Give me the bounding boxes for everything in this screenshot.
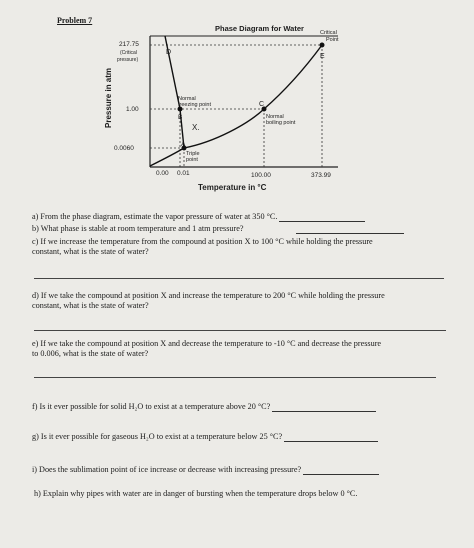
- triple-point-note-1: Triple: [186, 151, 200, 157]
- question-c-line-2: constant, what is the state of water?: [32, 247, 149, 256]
- normal-boiling-note-2: boiling point: [266, 120, 296, 126]
- critical-point-note-1: Critical: [320, 30, 337, 36]
- answer-e-line[interactable]: [34, 377, 436, 378]
- vaporization-curve: [184, 45, 322, 148]
- y-tick-critical-note-1: (Critical: [120, 50, 137, 56]
- y-tick-triple: 0.0060: [114, 145, 134, 152]
- point-critical: [320, 43, 325, 48]
- y-tick-normal: 1.00: [126, 106, 139, 113]
- triple-point-note-2: point: [186, 157, 198, 163]
- question-f-text: f) Is it ever possible for solid H₂O to exist at a temperature above 20 °C?: [32, 402, 271, 411]
- sublimation-curve: [150, 148, 184, 166]
- question-d: [32, 291, 452, 311]
- question-d-line-1: d) If we take the compound at position X and increase the temperature to 200 °C while holding the pressure: [32, 291, 385, 300]
- y-tick-critical: 217.75: [119, 41, 139, 48]
- problem-title: Problem 7: [57, 16, 93, 25]
- label-c: C: [259, 101, 265, 108]
- y-axis-label: Pressure in atm: [104, 67, 113, 128]
- question-e: [32, 339, 452, 359]
- label-a: A: [181, 141, 186, 148]
- x-tick-triple: 0.01: [177, 170, 190, 177]
- phase-diagram: [0, 0, 474, 200]
- normal-freezing-note-2: freezing point: [178, 102, 212, 108]
- answer-d-line[interactable]: [34, 330, 446, 331]
- question-h-text: h) Explain why pipes with water are in danger of bursting when the temperature drops below 0 °C.: [34, 489, 358, 498]
- question-h: [34, 489, 454, 499]
- question-g-text: g) Is it ever possible for gaseous H₂O to exist at a temperature below 25 °C?: [32, 432, 283, 441]
- question-e-line-2: to 0.006, what is the state of water?: [32, 349, 149, 358]
- question-f: [32, 402, 452, 412]
- question-d-line-2: constant, what is the state of water?: [32, 301, 149, 310]
- x-tick-boiling: 100.00: [251, 172, 271, 179]
- question-i-text: i) Does the sublimation point of ice increase or decrease with increasing pressure?: [32, 465, 302, 474]
- label-e: E: [320, 53, 325, 60]
- question-c: [32, 237, 452, 257]
- question-c-line-1: c) If we increase the temperature from the compound at position X to 100 °C while holding the pressure: [32, 237, 373, 246]
- answer-c-line[interactable]: [34, 278, 444, 279]
- question-b: [32, 224, 452, 234]
- question-a: [32, 212, 452, 222]
- normal-freezing-note-1: Normal: [178, 96, 196, 102]
- diagram-title: Phase Diagram for Water: [215, 24, 304, 33]
- x-tick-zero: 0.00: [156, 170, 169, 177]
- normal-boiling-note-1: Normal: [266, 114, 284, 120]
- question-g: [32, 432, 452, 442]
- critical-point-note-2: Point: [326, 37, 339, 43]
- answer-f-blank[interactable]: [272, 403, 376, 412]
- label-d: D: [166, 49, 172, 56]
- answer-a-blank[interactable]: [279, 213, 365, 222]
- answer-b-blank[interactable]: [296, 225, 404, 234]
- question-b-text: b) What phase is stable at room temperature and 1 atm pressure?: [32, 224, 244, 233]
- question-a-text: a) From the phase diagram, estimate the vapor pressure of water at 350 °C.: [32, 212, 278, 221]
- x-axis-label: Temperature in °C: [198, 183, 267, 192]
- label-x: X.: [192, 123, 200, 132]
- label-b: B: [178, 114, 183, 121]
- x-tick-critical: 373.99: [311, 172, 331, 179]
- question-i: [32, 465, 452, 475]
- answer-i-blank[interactable]: [303, 466, 379, 475]
- y-tick-critical-note-2: pressure): [117, 57, 139, 63]
- question-e-line-1: e) If we take the compound at position X and decrease the temperature to -10 °C and decrease the pressure: [32, 339, 382, 348]
- answer-g-blank[interactable]: [284, 433, 378, 442]
